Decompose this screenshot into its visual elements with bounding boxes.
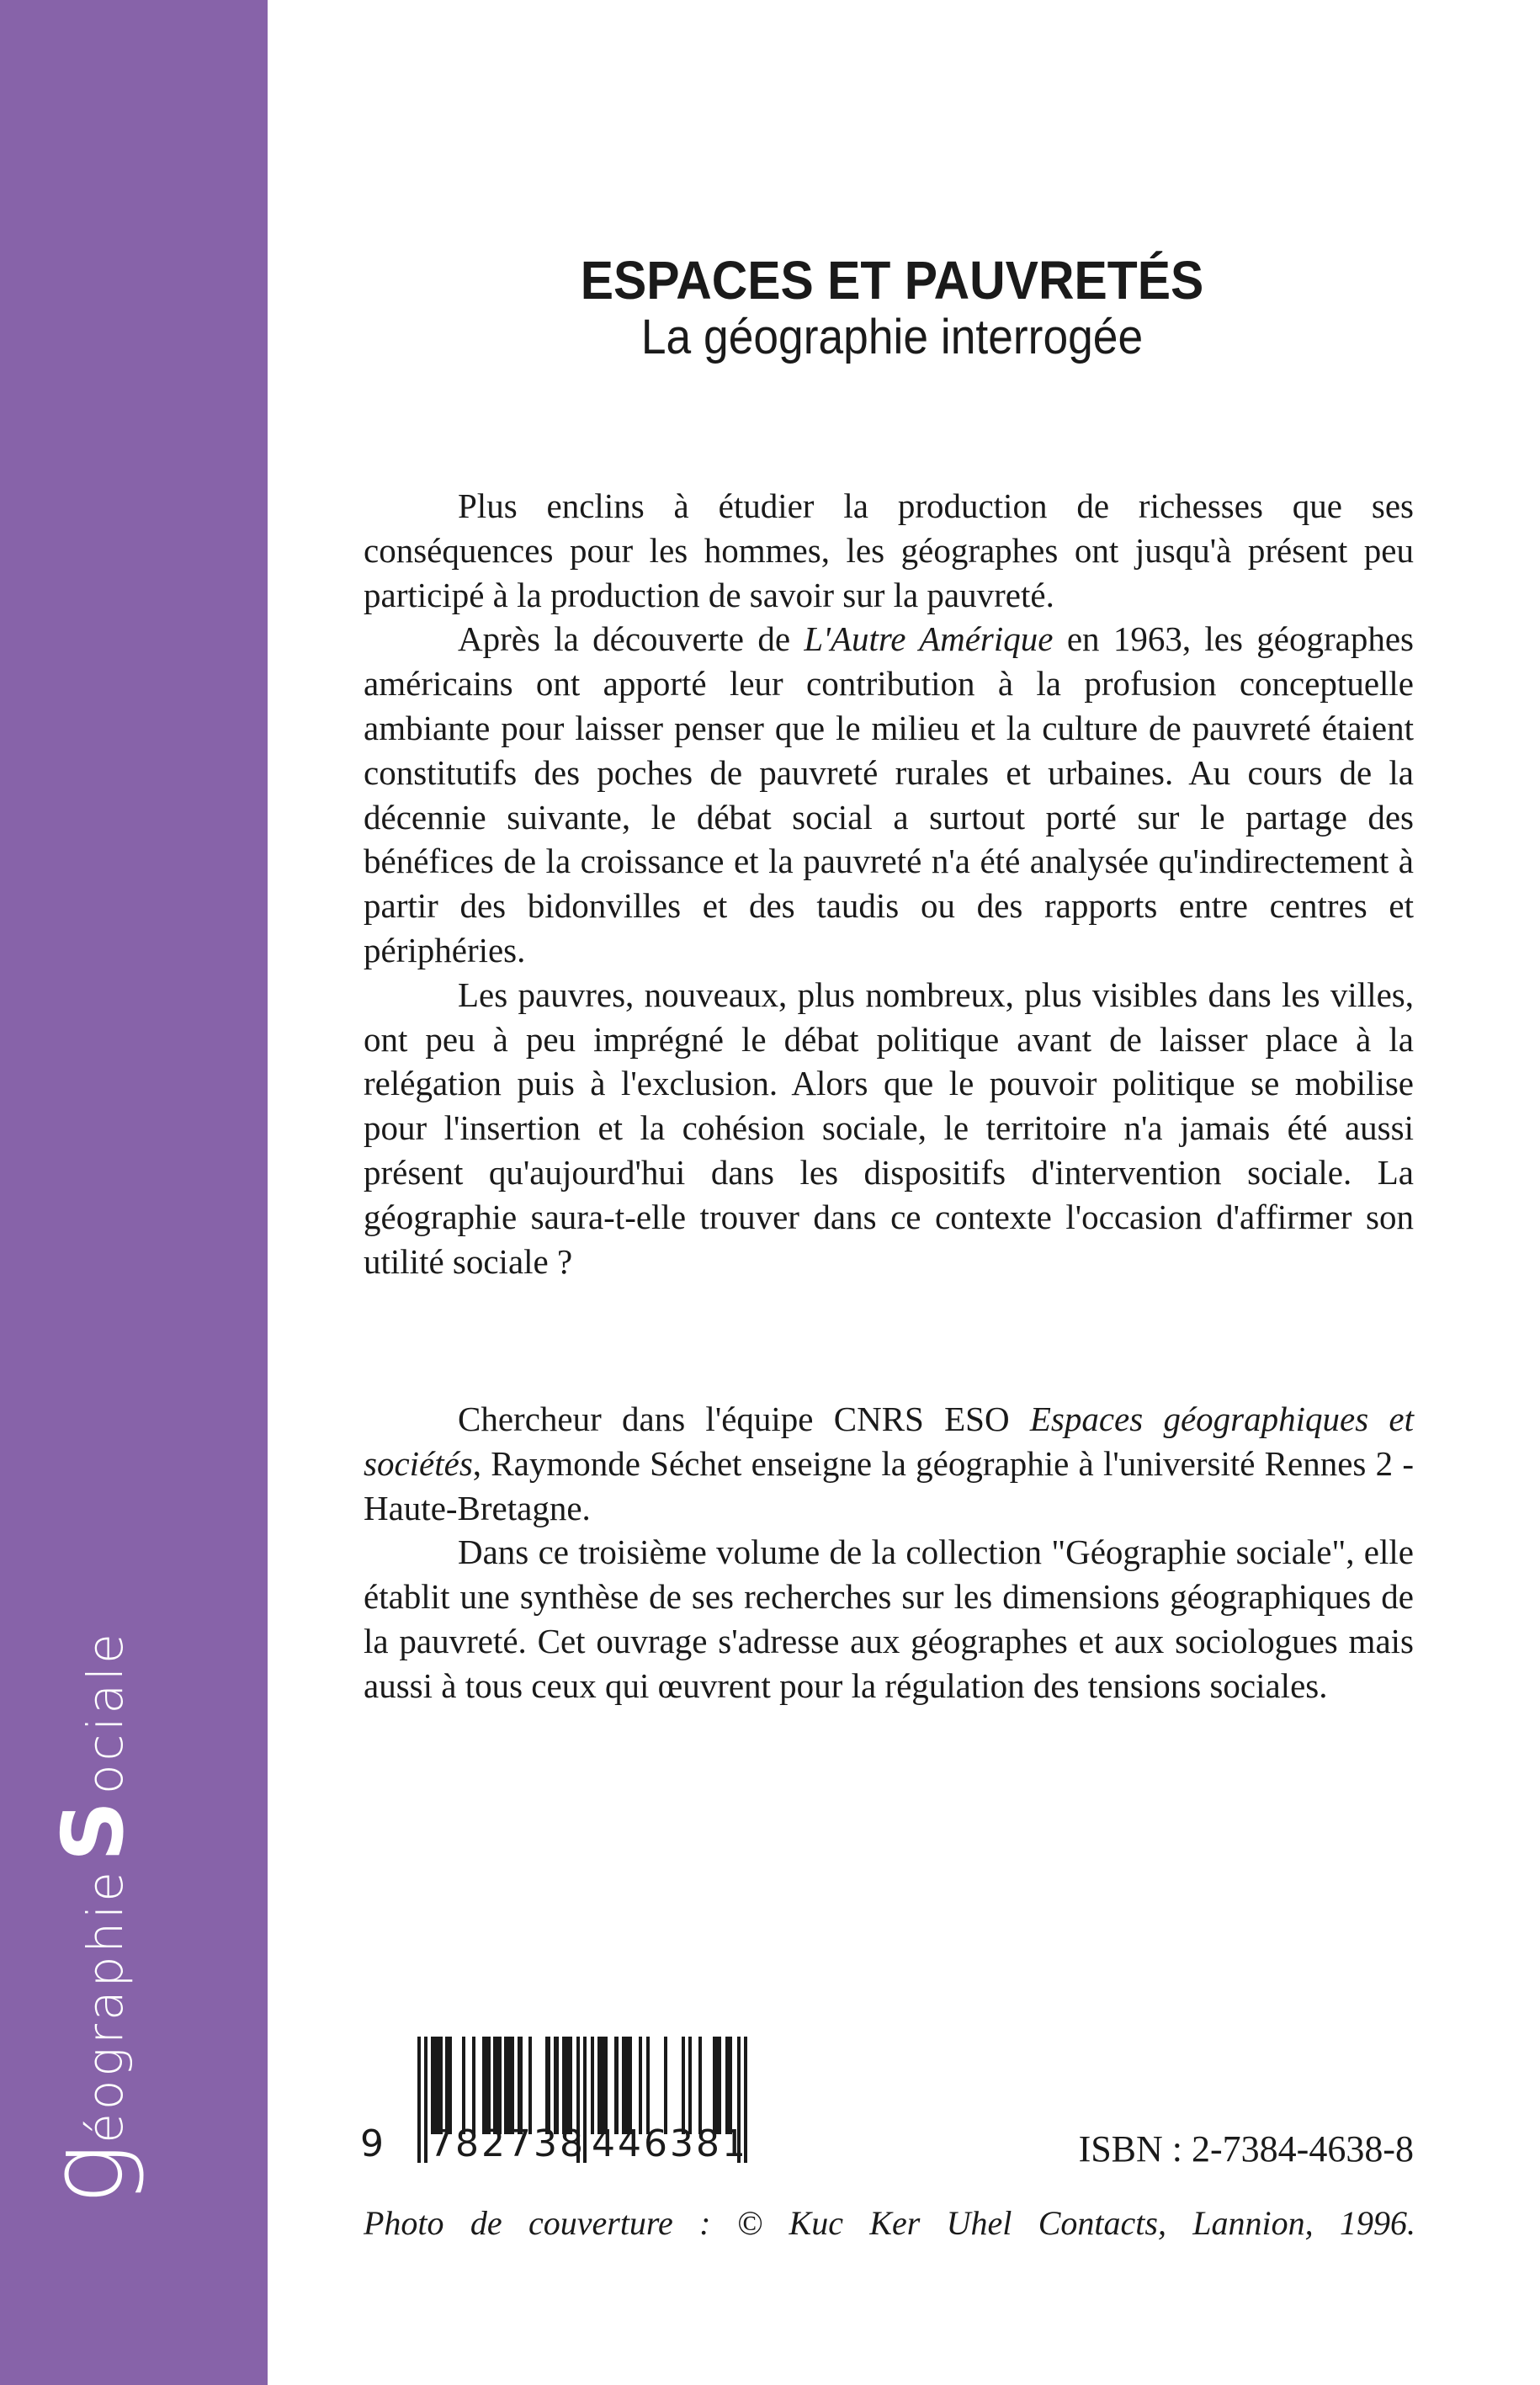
back-cover-blurb — [364, 484, 1414, 1283]
team-name-italic: Espaces géographiques et sociétés — [364, 1400, 1415, 1483]
collection-logo-initial-s: S — [44, 1801, 142, 1862]
author-paragraph-2: Dans ce troisième volume de la collection "Géographie sociale", elle établit une synthèse de ses recherches sur les dimensions géographiques de la pauvreté. Cet ouvrage s'adresse aux géographes et aux sociologues mais aussi à tous ceux qui œuvrent pour la régulation des tensions sociales. — [364, 1532, 1414, 1705]
barcode-lead-digit: 9 — [360, 2122, 384, 2165]
collection-logo-part1: éographie — [77, 1868, 134, 2143]
book-reference-italic: L'Autre Amérique — [804, 619, 1054, 659]
barcode-left-digits: 782738 — [429, 2122, 586, 2165]
blurb-text: Après la découverte de — [458, 619, 805, 659]
author-bio — [364, 1397, 1414, 1708]
author-text: , Raymonde Séchet enseigne la géographie à l'université Rennes 2 - Haute-Bretagne. — [364, 1443, 1414, 1527]
photo-credit: Photo de couverture : © Kuc Ker Uhel Contacts, Lannion, 1996. — [364, 2204, 1415, 2242]
collection-logo-part2: ociale — [77, 1630, 134, 1794]
book-title: ESPACES ET PAUVRETÉS — [580, 250, 1204, 311]
isbn-number: ISBN : 2-7384-4638-8 — [1078, 2128, 1414, 2170]
author-text: Chercheur dans l'équipe CNRS ESO — [458, 1400, 1030, 1438]
book-subtitle: La géographie interrogée — [640, 310, 1144, 364]
barcode-digits — [360, 2122, 781, 2165]
barcode-right-digits: 446381 — [592, 2122, 748, 2165]
book-title-block — [370, 251, 1414, 365]
blurb-paragraph-2 — [364, 617, 1414, 972]
blurb-paragraph-3: Les pauvres, nouveaux, plus nombreux, plus visibles dans les villes, ont peu à peu imprégné le débat politique avant de laisser place à la relégation puis à l'exclusion. Alors que le pouvoir politique se mobilise pour l'insertion et la cohésion sociale, le territoire n'a jamais été aussi présent qu'aujourd'hui dans les dispositifs d'intervention sociale. La géographie saura-t-elle trouver dans ce contexte l'occasion d'affirmer son utilité sociale ? — [364, 975, 1414, 1281]
collection-logo — [27, 1630, 146, 2205]
collection-logo-initial-g: g — [27, 2143, 146, 2205]
blurb-text: en 1963, les géographes américains ont apporté leur contribution à la profusion conceptuelle ambiante pour laisser penser que le milieu et la culture de pauvreté étaient constitutifs des poches de pauvreté rurales et urbaines. Au cours de la décennie suivante, le débat social a surtout porté sur le partage des bénéfices de la croissance et la pauvreté n'a été analysée qu'indirectement à partir des bidonvilles et des taudis ou des rapports entre centres et périphéries. — [364, 619, 1414, 969]
collection-color-band — [0, 0, 268, 2385]
blurb-paragraph-1: Plus enclins à étudier la production de richesses que ses conséquences pour les hommes, les géographes ont jusqu'à présent peu participé à la production de savoir sur la pauvreté. — [364, 486, 1414, 614]
author-paragraph-1 — [364, 1397, 1414, 1530]
